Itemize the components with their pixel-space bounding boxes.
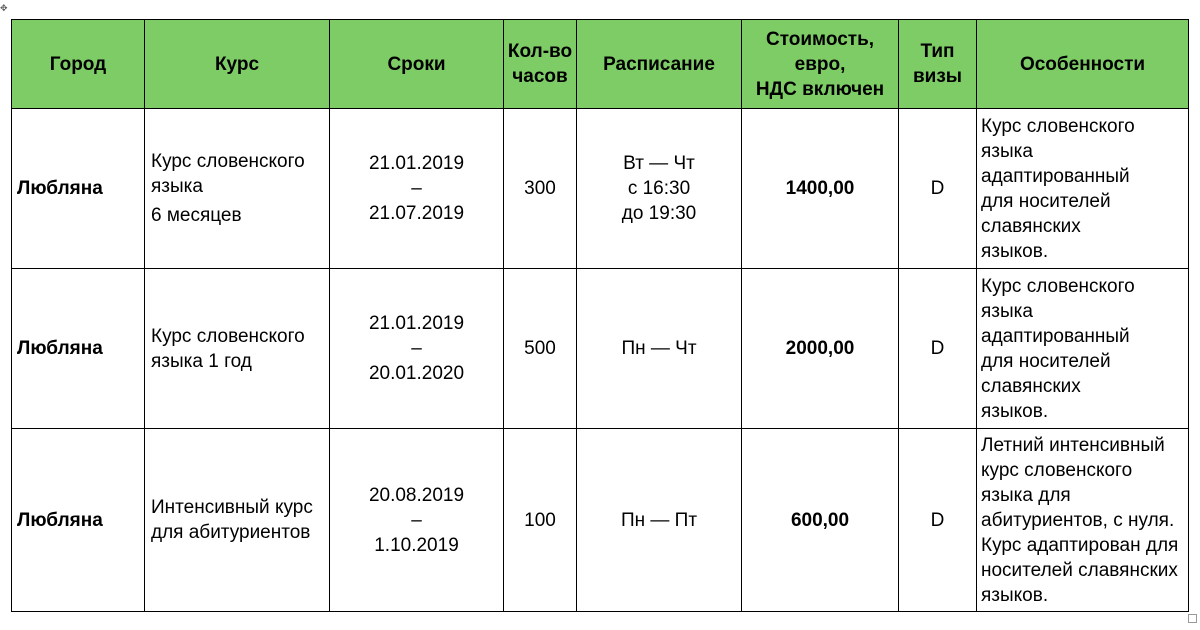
table-row: [12, 109, 1189, 269]
cell-schedule: Пн — Пт: [577, 429, 742, 612]
cell-city: Любляна: [12, 109, 145, 269]
courses-table: [11, 19, 1189, 612]
cell-dates: 21.01.2019 – 20.01.2020: [330, 269, 504, 429]
header-schedule: Расписание: [577, 20, 742, 109]
cell-city: Любляна: [12, 269, 145, 429]
cell-course: Курс словенского языка 1 год: [145, 269, 330, 429]
header-row: [12, 20, 1189, 109]
cell-schedule: Вт — Чт с 16:30 до 19:30: [577, 109, 742, 269]
cell-visa: D: [899, 429, 977, 612]
header-city: Город: [12, 20, 145, 109]
header-hours: Кол-во часов: [504, 20, 577, 109]
cell-dates: 20.08.2019 – 1.10.2019: [330, 429, 504, 612]
table-move-handle-icon[interactable]: ✥: [0, 4, 8, 14]
cell-city: Любляна: [12, 429, 145, 612]
cell-visa: D: [899, 269, 977, 429]
cell-hours: 100: [504, 429, 577, 612]
header-course: Курс: [145, 20, 330, 109]
cell-course: Курс словенского языка 6 месяцев: [145, 109, 330, 269]
cell-features: Курс словенского языка адаптированный для носителей славянских языков.: [977, 269, 1189, 429]
header-features: Особенности: [977, 20, 1189, 109]
cell-visa: D: [899, 109, 977, 269]
header-price: Стоимость, евро, НДС включен: [742, 20, 899, 109]
cell-hours: 500: [504, 269, 577, 429]
cell-schedule: Пн — Чт: [577, 269, 742, 429]
header-dates: Сроки: [330, 20, 504, 109]
cell-features: Курс словенского языка адаптированный для носителей славянских языков.: [977, 109, 1189, 269]
cell-price: 1400,00: [742, 109, 899, 269]
cell-dates: 21.01.2019 – 21.07.2019: [330, 109, 504, 269]
table-row: [12, 429, 1189, 612]
cell-price: 2000,00: [742, 269, 899, 429]
cell-price: 600,00: [742, 429, 899, 612]
table-resize-handle-icon[interactable]: [1188, 614, 1197, 623]
table-row: [12, 269, 1189, 429]
cell-course: Интенсивный курс для абитуриентов: [145, 429, 330, 612]
header-visa: Тип визы: [899, 20, 977, 109]
cell-hours: 300: [504, 109, 577, 269]
cell-features: Летний интенсивный курс словенского языка для абитуриентов, с нуля. Курс адаптирован для носителей славянских языков.: [977, 429, 1189, 612]
